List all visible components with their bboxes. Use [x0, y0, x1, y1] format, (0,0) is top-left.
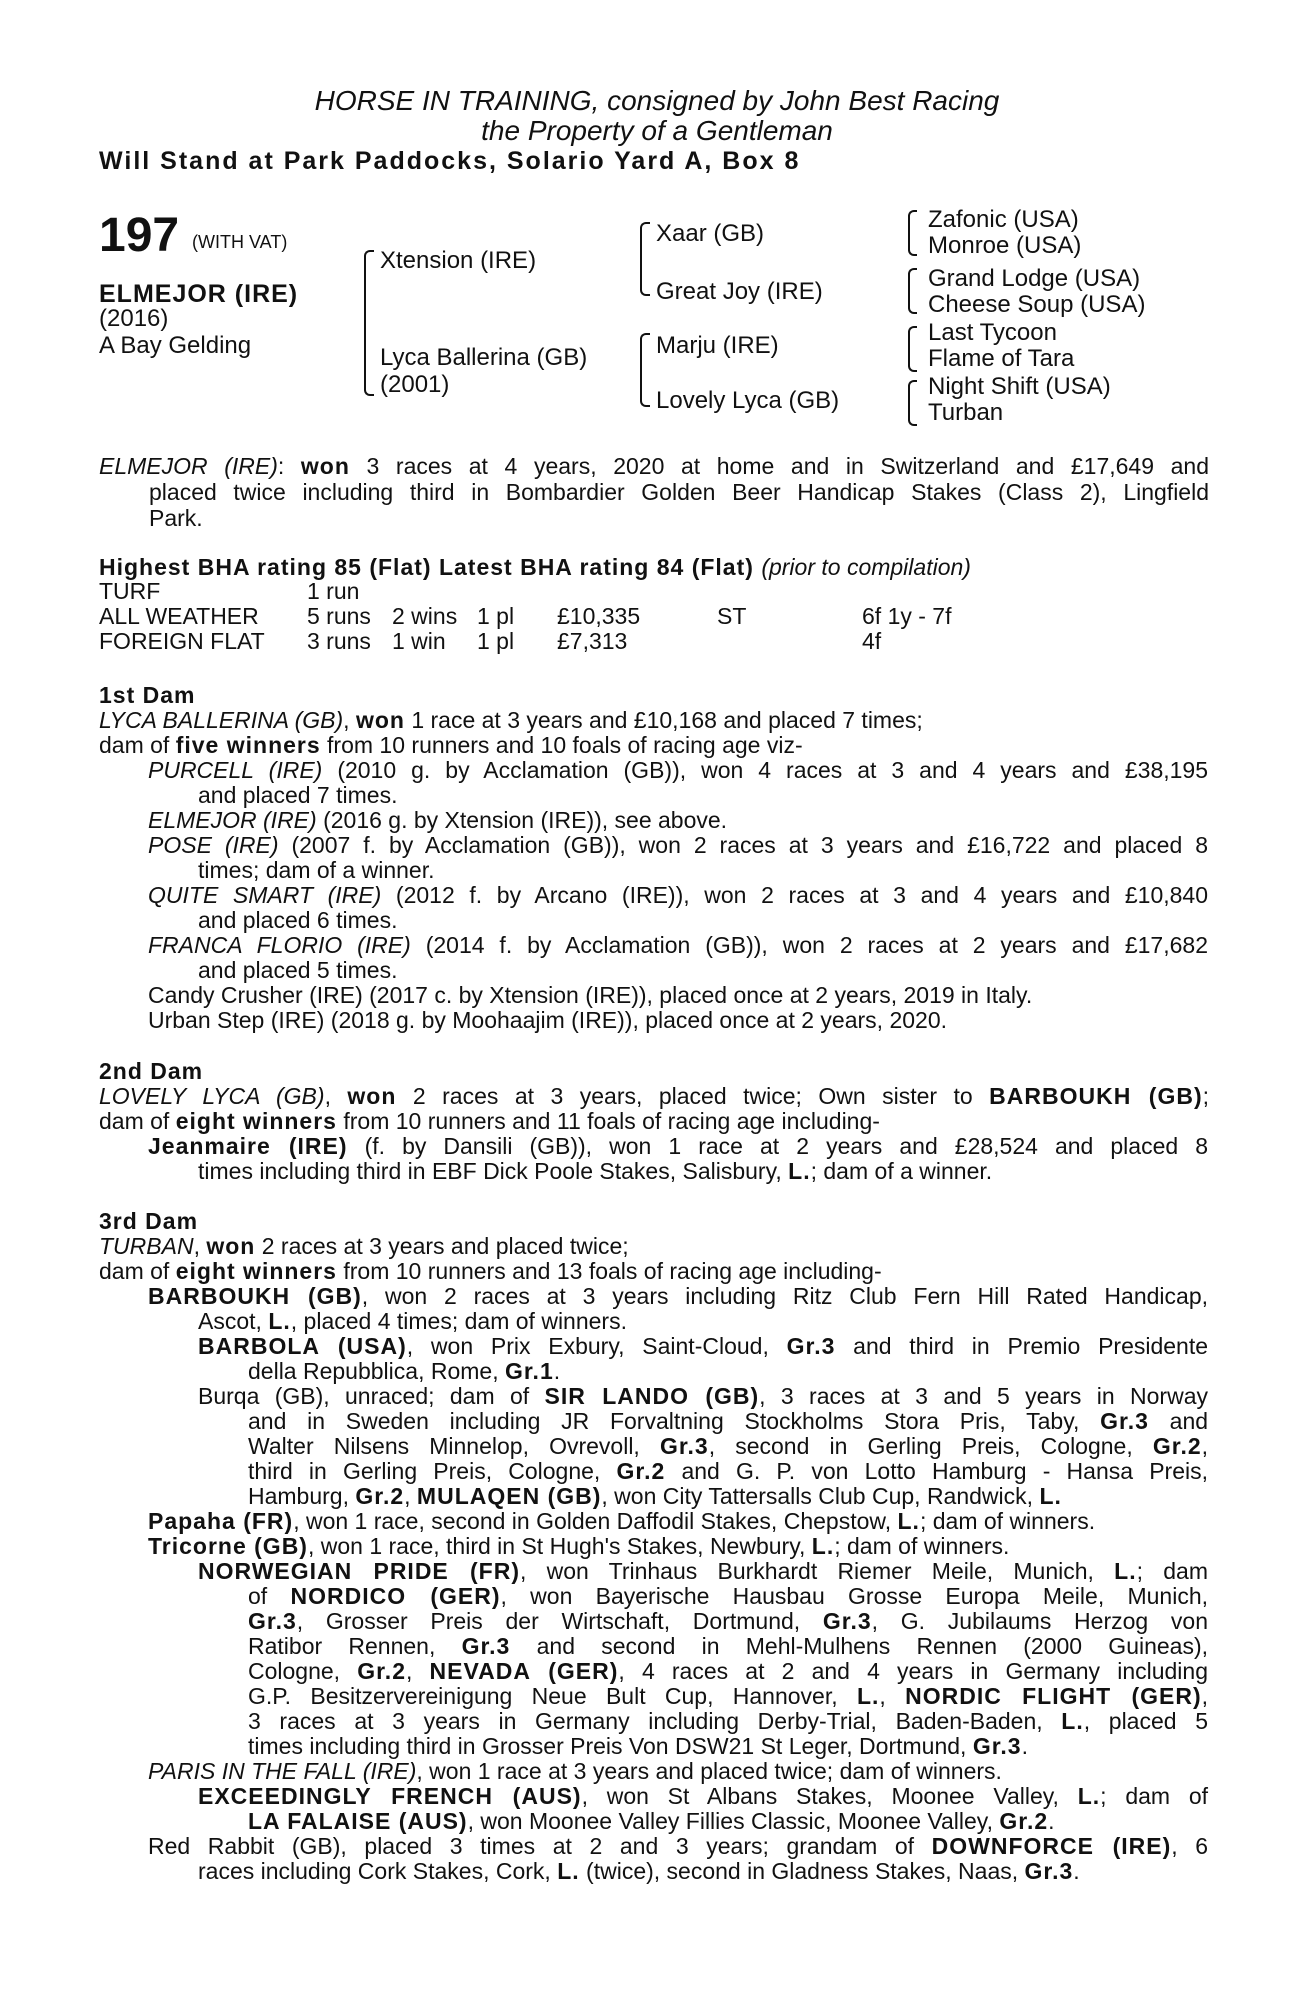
dam3-progeny: BARBOUKH (GB), won 2 races at 3 years including Ritz Club Fern Hill Rated Handicap, — [148, 1283, 1208, 1309]
ratings-cell-wins: 2 wins — [392, 603, 458, 629]
pedigree-dam-year: (2001) — [380, 371, 450, 398]
horse-name: ELMEJOR (IRE) — [99, 280, 299, 308]
pedigree-4: Turban — [928, 399, 1004, 426]
dam2-heading: 2nd Dam — [99, 1058, 204, 1084]
pedigree-brace — [908, 210, 917, 256]
dam2-progeny: Jeanmaire (IRE) (f. by Dansili (GB)), won 1 race at 2 years and £28,524 and placed 8 — [148, 1133, 1209, 1159]
dam3-progeny: races including Cork Stakes, Cork, L. (twice), second in Gladness Stakes, Naas, Gr.3. — [198, 1858, 1080, 1884]
dam3-progeny: Cologne, Gr.2, NEVADA (GER), 4 races at 2 and 4 years in Germany including — [248, 1658, 1208, 1684]
pedigree-sire-dam: Great Joy (IRE) — [656, 278, 823, 305]
dam1-progeny: Candy Crusher (IRE) (2017 c. by Xtension (IRE)), placed once at 2 years, 2019 in Italy. — [148, 982, 1033, 1008]
dam3-progeny: PARIS IN THE FALL (IRE), won 1 race at 3 years and placed twice; dam of winners. — [148, 1758, 1002, 1784]
dam2-line: dam of eight winners from 10 runners and 11 foals of racing age including- — [99, 1108, 880, 1134]
ratings-cell-runs: 1 run — [307, 578, 360, 604]
race-summary: ELMEJOR (IRE): won 3 races at 4 years, 2020 at home and in Switzerland and £17,649 and placed twice including third in Bombardier Golden Beer Handicap Stakes (Class 2), Lingfield Park. — [99, 453, 1209, 531]
pedigree-dam-dam: Lovely Lyca (GB) — [656, 387, 840, 414]
lot-number: 197 — [99, 209, 180, 262]
dam3-progeny: Gr.3, Grosser Preis der Wirtschaft, Dortmund, Gr.3, G. Jubilaums Herzog von — [248, 1608, 1208, 1634]
dam2-line: LOVELY LYCA (GB), won 2 races at 3 years, placed twice; Own sister to BARBOUKH (GB); — [99, 1083, 1210, 1109]
pedigree-4: Night Shift (USA) — [928, 373, 1111, 400]
dam3-progeny: della Repubblica, Rome, Gr.1. — [248, 1358, 561, 1384]
ratings-cell-money: £7,313 — [557, 628, 628, 654]
horse-description: A Bay Gelding — [99, 332, 252, 359]
ratings-cell-pl: 1 pl — [477, 603, 515, 629]
dam1-progeny: ELMEJOR (IRE) (2016 g. by Xtension (IRE)), see above. — [148, 807, 728, 833]
dam1-progeny: PURCELL (IRE) (2010 g. by Acclamation (GB)), won 4 races at 3 and 4 years and £38,195 — [148, 757, 1209, 783]
ratings-cell-wins: 1 win — [392, 628, 446, 654]
dam1-heading: 1st Dam — [99, 682, 196, 708]
dam3-progeny: BARBOLA (USA), won Prix Exbury, Saint-Cloud, Gr.3 and third in Premio Presidente — [198, 1333, 1209, 1359]
pedigree-4: Zafonic (USA) — [928, 206, 1079, 233]
dam3-progeny: Tricorne (GB), won 1 race, third in St Hugh's Stakes, Newbury, L.; dam of winners. — [148, 1533, 1010, 1559]
pedigree-sire-sire: Xaar (GB) — [656, 220, 765, 247]
dam1-progeny: and placed 7 times. — [198, 782, 398, 808]
dam3-progeny: Ratibor Rennen, Gr.3 and second in Mehl-Mulhens Rennen (2000 Guineas), — [248, 1633, 1209, 1659]
dam1-progeny: times; dam of a winner. — [198, 857, 435, 883]
ratings-cell-type: FOREIGN FLAT — [99, 628, 265, 654]
dam3-progeny: Ascot, L., placed 4 times; dam of winners. — [198, 1308, 627, 1334]
dam1-line: dam of five winners from 10 runners and 10 foals of racing age viz- — [99, 732, 803, 758]
header-location: Will Stand at Park Paddocks, Solario Yard A, Box 8 — [99, 147, 801, 175]
dam3-line: TURBAN, won 2 races at 3 years and placed twice; — [99, 1233, 629, 1259]
dam2-progeny: times including third in EBF Dick Poole Stakes, Salisbury, L.; dam of a winner. — [198, 1158, 993, 1184]
ratings-cell-surf: ST — [717, 603, 747, 629]
pedigree-4: Last Tycoon — [928, 319, 1057, 346]
dam3-progeny: Burqa (GB), unraced; dam of SIR LANDO (GB), 3 races at 3 and 5 years in Norway — [198, 1383, 1208, 1409]
ratings-cell-type: ALL WEATHER — [99, 603, 259, 629]
ratings-cell-dist: 4f — [862, 628, 882, 654]
dam3-progeny: and in Sweden including JR Forvaltning Stockholms Stora Pris, Taby, Gr.3 and — [248, 1408, 1209, 1434]
pedigree-4: Monroe (USA) — [928, 232, 1082, 259]
dam1-progeny: POSE (IRE) (2007 f. by Acclamation (GB)), won 2 races at 3 years and £16,722 and placed 8 — [148, 832, 1208, 858]
ratings-cell-type: TURF — [99, 578, 161, 604]
ratings-cell-pl: 1 pl — [477, 628, 515, 654]
pedigree-4: Grand Lodge (USA) — [928, 265, 1141, 292]
pedigree-brace — [908, 268, 917, 314]
pedigree-dam: Lyca Ballerina (GB) — [380, 344, 588, 371]
dam3-progeny: G.P. Besitzervereinigung Neue Bult Cup, Hannover, L., NORDIC FLIGHT (GER), — [248, 1683, 1209, 1709]
pedigree-brace — [908, 326, 917, 372]
ratings-heading: Highest BHA rating 85 (Flat) Latest BHA rating 84 (Flat) (prior to compilation) — [99, 554, 971, 580]
pedigree-brace — [640, 333, 650, 407]
dam3-progeny: of NORDICO (GER), won Bayerische Hausbau Grosse Europa Meile, Munich, — [248, 1583, 1209, 1609]
dam1-progeny: QUITE SMART (IRE) (2012 f. by Arcano (IRE)), won 2 races at 3 and 4 years and £10,840 — [148, 882, 1209, 908]
dam3-progeny: Papaha (FR), won 1 race, second in Golden Daffodil Stakes, Chepstow, L.; dam of winners. — [148, 1508, 1096, 1534]
dam1-progeny: Urban Step (IRE) (2018 g. by Moohaajim (IRE)), placed once at 2 years, 2020. — [148, 1007, 948, 1033]
dam1-line: LYCA BALLERINA (GB), won 1 race at 3 years and £10,168 and placed 7 times; — [99, 707, 923, 733]
pedigree-4: Flame of Tara — [928, 345, 1075, 372]
pedigree-brace — [364, 250, 374, 396]
dam3-progeny: third in Gerling Preis, Cologne, Gr.2 and G. P. von Lotto Hamburg - Hansa Preis, — [248, 1458, 1208, 1484]
horse-year: (2016) — [99, 305, 169, 332]
dam3-progeny: Hamburg, Gr.2, MULAQEN (GB), won City Tattersalls Club Cup, Randwick, L. — [248, 1483, 1062, 1509]
dam3-progeny: LA FALAISE (AUS), won Moonee Valley Fillies Classic, Moonee Valley, Gr.2. — [248, 1808, 1055, 1834]
dam3-line: dam of eight winners from 10 runners and 13 foals of racing age including- — [99, 1258, 882, 1284]
dam3-progeny: Walter Nilsens Minnelop, Ovrevoll, Gr.3, second in Gerling Preis, Cologne, Gr.2, — [248, 1433, 1209, 1459]
dam1-progeny: FRANCA FLORIO (IRE) (2014 f. by Acclamation (GB)), won 2 races at 2 years and £17,682 — [148, 932, 1208, 958]
dam3-progeny: NORWEGIAN PRIDE (FR), won Trinhaus Burkhardt Riemer Meile, Munich, L.; dam — [198, 1558, 1208, 1584]
pedigree-4: Cheese Soup (USA) — [928, 291, 1146, 318]
pedigree-sire: Xtension (IRE) — [380, 247, 537, 274]
ratings-cell-money: £10,335 — [557, 603, 641, 629]
header-title: HORSE IN TRAINING, consigned by John Best Racing — [314, 85, 1000, 116]
dam1-progeny: and placed 6 times. — [198, 907, 398, 933]
dam3-heading: 3rd Dam — [99, 1208, 199, 1234]
pedigree-brace — [640, 222, 650, 296]
lot-vat: (WITH VAT) — [192, 232, 288, 252]
dam1-progeny: and placed 5 times. — [198, 957, 398, 983]
dam3-progeny: Red Rabbit (GB), placed 3 times at 2 and 3 years; grandam of DOWNFORCE (IRE), 6 — [148, 1833, 1209, 1859]
dam3-progeny: EXCEEDINGLY FRENCH (AUS), won St Albans Stakes, Moonee Valley, L.; dam of — [198, 1783, 1209, 1809]
pedigree-dam-sire: Marju (IRE) — [656, 332, 779, 359]
dam3-progeny: times including third in Grosser Preis Von DSW21 St Leger, Dortmund, Gr.3. — [248, 1733, 1028, 1759]
ratings-cell-dist: 6f 1y - 7f — [862, 603, 952, 629]
header-subtitle: the Property of a Gentleman — [481, 115, 833, 146]
pedigree-brace — [908, 380, 917, 426]
ratings-cell-runs: 3 runs — [307, 628, 371, 654]
ratings-cell-runs: 5 runs — [307, 603, 371, 629]
dam3-progeny: 3 races at 3 years in Germany including Derby-Trial, Baden-Baden, L., placed 5 — [248, 1708, 1208, 1734]
